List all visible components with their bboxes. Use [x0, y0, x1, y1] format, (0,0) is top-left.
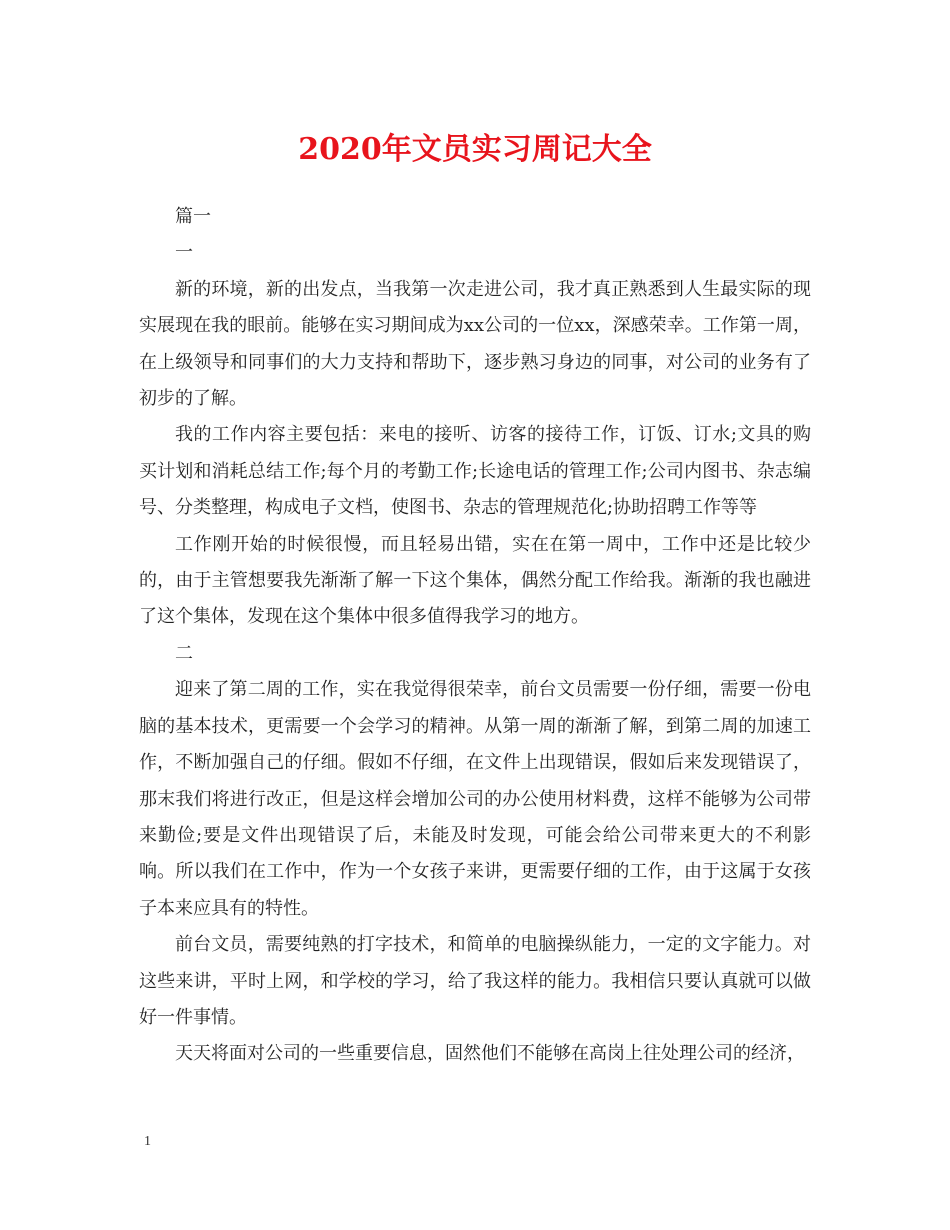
- section-heading: 篇一: [175, 206, 211, 227]
- body-paragraph: 迎来了第二周的工作，实在我觉得很荣幸，前台文员需要一份仔细，需要一份电脑的基本技术，更需要一个会学习的精神。从第一周的渐渐了解，到第二周的加速工作，不断加强自己的仔细。假如不仔细，在文件上出现错误，假如后来发现错误了，那末我们将进行改正，但是这样会增加公司的办公使用材料费，这样不能够为公司带来勤俭;要是文件出现错误了后，未能及时发现，可能会给公司带来更大的不利影响。所以我们在工作中，作为一个女孩子来讲，更需要仔细的工作，由于这属于女孩子本来应具有的特性。: [139, 679, 811, 919]
- body-paragraph: 新的环境，新的出发点，当我第一次走进公司，我才真正熟悉到人生最实际的现实展现在我的眼前。能够在实习期间成为xx公司的一位xx，深感荣幸。工作第一周，在上级领导和同事们的大力支持和帮助下，逐步熟习身边的同事，对公司的业务有了初步的了解。: [139, 278, 811, 410]
- document-title: 2020年文员实习周记大全: [298, 132, 652, 167]
- body-paragraph: 我的工作内容主要包括：来电的接听、访客的接待工作，订饭、订水;文具的购买计划和消耗总结工作;每个月的考勤工作;长途电话的管理工作;公司内图书、杂志编号、分类整理，构成电子文档，使图书、杂志的管理规范化;协助招聘工作等等: [139, 424, 811, 519]
- document-body: [139, 199, 811, 1073]
- body-paragraph: 前台文员，需要纯熟的打字技术，和简单的电脑操纵能力，一定的文字能力。对这些来讲，平时上网，和学校的学习，给了我这样的能力。我相信只要认真就可以做好一件事情。: [139, 934, 811, 1028]
- page-number: 1: [144, 1134, 151, 1149]
- body-paragraph: 天天将面对公司的一些重要信息，固然他们不能够在高岗上往处理公司的经济，: [175, 1043, 805, 1065]
- subsection-heading: 二: [175, 642, 193, 664]
- body-paragraph: 工作刚开始的时候很慢，而且轻易出错，实在在第一周中，工作中还是比较少的，由于主管想要我先渐渐了解一下这个集体，偶然分配工作给我。渐渐的我也融进了这个集体，发现在这个集体中很多值得我学习的地方。: [139, 533, 811, 628]
- subsection-heading: 一: [175, 242, 193, 264]
